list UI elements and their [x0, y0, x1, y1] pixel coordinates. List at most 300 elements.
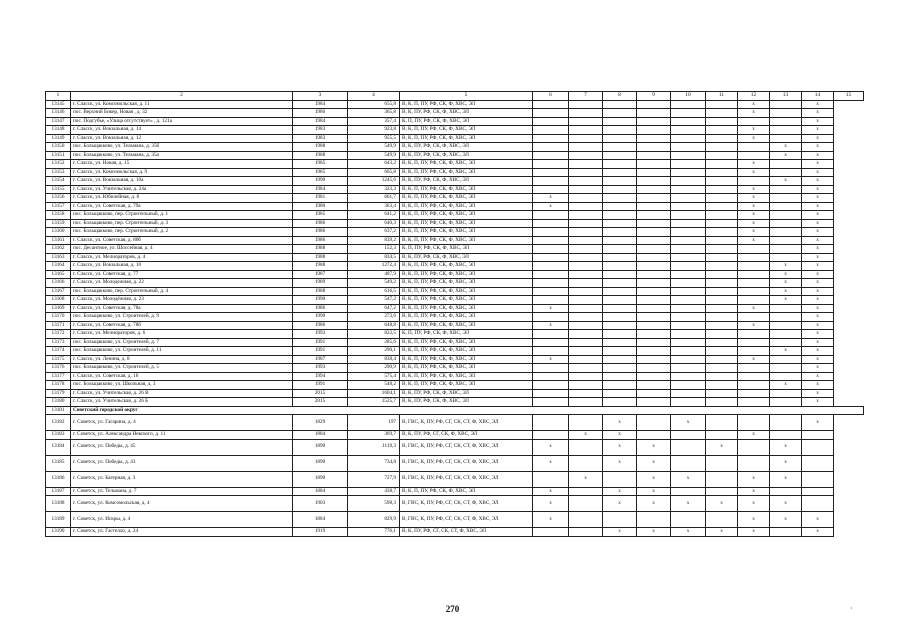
- mark-cell: [533, 228, 569, 237]
- column-header: 3: [293, 92, 348, 101]
- column-header: 6: [533, 92, 569, 101]
- mark-cell: x: [738, 185, 770, 194]
- mark-cell: x: [738, 168, 770, 177]
- address-cell: г. Советск, ул. Искры, д. 4: [71, 512, 293, 528]
- year-cell: 1988: [293, 245, 348, 254]
- area-cell: 955,5: [348, 134, 400, 143]
- mark-cell: [569, 262, 603, 271]
- mark-cell: [637, 185, 671, 194]
- mark-cell: [738, 262, 770, 271]
- mark-cell: [637, 177, 671, 186]
- mark-cell: x: [738, 134, 770, 143]
- address-cell: г. Сласск, ул. Советская, д. 79а: [71, 202, 293, 211]
- area-cell: 1272,4: [348, 262, 400, 271]
- address-cell: г. Сласск, ул. Вокзальная, д. 12: [71, 134, 293, 143]
- column-header: 8: [603, 92, 637, 101]
- mark-cell: [533, 100, 569, 109]
- utilities-cell: В, ГВС, К, ПУ, РФ, СГ, СК, СТ, Ф, ХВС, ЭЛ: [400, 512, 533, 528]
- column-header: 13: [770, 92, 802, 101]
- mark-cell: [603, 117, 637, 126]
- mark-cell: [770, 219, 802, 228]
- mark-cell: [569, 487, 603, 496]
- mark-cell: [637, 398, 671, 407]
- mark-cell: [770, 134, 802, 143]
- mark-cell: [533, 347, 569, 356]
- mark-cell: [569, 126, 603, 135]
- page-number: 270: [445, 604, 460, 614]
- mark-cell: [533, 313, 569, 322]
- mark-cell: [569, 253, 603, 262]
- address-cell: г. Сласск, ул. Новая, д. 15: [71, 160, 293, 169]
- mark-cell: [770, 304, 802, 313]
- year-cell: 1988: [293, 262, 348, 271]
- mark-cell: [637, 381, 671, 390]
- area-cell: 637,2: [348, 228, 400, 237]
- mark-cell: [533, 126, 569, 135]
- mark-cell: [533, 109, 569, 118]
- area-cell: 1119,3: [348, 439, 400, 455]
- mark-cell: [603, 287, 637, 296]
- table-row: [46, 160, 864, 169]
- mark-cell: [671, 381, 706, 390]
- mark-cell: x: [802, 330, 834, 339]
- record-id: 13161: [46, 236, 71, 245]
- mark-cell: [738, 347, 770, 356]
- mark-cell: x: [603, 439, 637, 455]
- mark-cell: [637, 262, 671, 271]
- mark-cell: x: [533, 194, 569, 203]
- mark-cell: [671, 296, 706, 305]
- area-cell: 923,8: [348, 126, 400, 135]
- mark-cell: [671, 185, 706, 194]
- record-id: 13160: [46, 228, 71, 237]
- mark-cell: [770, 253, 802, 262]
- mark-cell: x: [706, 439, 738, 455]
- utilities-cell: В, К, П, ПУ, РФ, СК, Ф, ХВС, ЭЛ: [400, 304, 533, 313]
- table-row: [46, 381, 864, 390]
- mark-cell: [569, 455, 603, 471]
- table-row: [46, 372, 864, 381]
- year-cell: 1993: [293, 330, 348, 339]
- mark-cell: [603, 194, 637, 203]
- table-row: [46, 296, 864, 305]
- mark-cell: x: [738, 219, 770, 228]
- mark-cell: [802, 439, 834, 455]
- mark-cell: [671, 228, 706, 237]
- mark-cell: [706, 287, 738, 296]
- table-row: [46, 355, 864, 364]
- mark-cell: [569, 134, 603, 143]
- mark-cell: [671, 219, 706, 228]
- mark-cell: [533, 471, 569, 487]
- mark-cell: x: [802, 287, 834, 296]
- utilities-cell: В, К, П, ПУ, РФ, СК, Ф, ХВС, ЭЛ: [400, 126, 533, 135]
- mark-cell: x: [802, 100, 834, 109]
- year-cell: 1890: [293, 471, 348, 487]
- mark-cell: x: [770, 262, 802, 271]
- mark-cell: [603, 109, 637, 118]
- year-cell: 1989: [293, 279, 348, 288]
- mark-cell: [603, 389, 637, 398]
- area-cell: 407,9: [348, 270, 400, 279]
- mark-cell: [706, 134, 738, 143]
- area-cell: 661,7: [348, 194, 400, 203]
- mark-cell: [603, 160, 637, 169]
- address-cell: г. Сласск, ул. Комсомольская, д. 9: [71, 168, 293, 177]
- address-cell: г. Советск, ул. Александра Невского, д. 11: [71, 431, 293, 440]
- area-cell: 290,9: [348, 364, 400, 373]
- utilities-cell: В, К, ПУ, РФ, СК, Ф, ХВС, ЭЛ: [400, 109, 533, 118]
- mark-cell: [706, 372, 738, 381]
- utilities-cell: В, К, ПУ, РФ, СК, Ф, ХВС, ЭЛ: [400, 177, 533, 186]
- mark-cell: x: [802, 219, 834, 228]
- mark-cell: [706, 304, 738, 313]
- utilities-cell: В, К, ПУ, РФ, СК, Ф, ХВС, ЭЛ: [400, 398, 533, 407]
- record-id: 13185: [46, 455, 71, 471]
- mark-cell: [802, 455, 834, 471]
- mark-cell: [706, 100, 738, 109]
- table-row: [46, 321, 864, 330]
- mark-cell: [637, 304, 671, 313]
- table-row: [46, 415, 864, 431]
- area-cell: 641,2: [348, 211, 400, 220]
- record-id: 13169: [46, 304, 71, 313]
- mark-cell: [770, 168, 802, 177]
- mark-cell: [569, 236, 603, 245]
- record-id: 13189: [46, 512, 71, 528]
- address-cell: пос. Больщакково, ул. Строителей, д. 5: [71, 364, 293, 373]
- mark-cell: x: [802, 313, 834, 322]
- utilities-cell: В, К, П, ПУ, РФ, СК, Ф, ХВС, ЭЛ: [400, 219, 533, 228]
- mark-cell: x: [802, 143, 834, 152]
- address-cell: пос. Больщакково, ул. Строителей, д. 9: [71, 313, 293, 322]
- area-cell: 549,9: [348, 151, 400, 160]
- mark-cell: [671, 398, 706, 407]
- mark-cell: x: [770, 381, 802, 390]
- table-row: [46, 338, 864, 347]
- mark-cell: [671, 134, 706, 143]
- year-cell: 1994: [293, 372, 348, 381]
- mark-cell: x: [738, 211, 770, 220]
- utilities-cell: В, К, П, ПУ, РФ, СК, Ф, ХВС, ЭЛ: [400, 185, 533, 194]
- mark-cell: [671, 168, 706, 177]
- year-cell: 1829: [293, 415, 348, 431]
- mark-cell: [637, 279, 671, 288]
- mark-cell: x: [738, 512, 770, 528]
- utilities-cell: В, К, П, ПУ, РФ, СК, Ф, ХВС, ЭЛ: [400, 168, 533, 177]
- mark-cell: [770, 330, 802, 339]
- mark-cell: [533, 134, 569, 143]
- utilities-cell: В, К, П, ПУ, РФ, СК, Ф, ХВС, ЭЛ: [400, 211, 533, 220]
- mark-cell: [671, 262, 706, 271]
- utilities-cell: В, К, П, ПУ, РФ, СК, Ф, ХВС, ЭЛ: [400, 355, 533, 364]
- address-cell: г. Сласск, ул. Комсомольская, д. 11: [71, 100, 293, 109]
- mark-cell: [569, 245, 603, 254]
- mark-cell: x: [637, 439, 671, 455]
- address-cell: г. Советск, ул. Гастелло, д. 24: [71, 528, 293, 537]
- mark-cell: [637, 253, 671, 262]
- mark-cell: x: [802, 321, 834, 330]
- table-row: [46, 100, 864, 109]
- address-cell: пос. Больщакково, ул. Строителей, д. 11: [71, 347, 293, 356]
- year-cell: 1984: [293, 185, 348, 194]
- mark-cell: x: [637, 496, 671, 512]
- mark-cell: x: [802, 134, 834, 143]
- mark-cell: [637, 372, 671, 381]
- mark-cell: x: [802, 228, 834, 237]
- utilities-cell: В, К, П, ПУ, РФ, СК, Ф, ХВС, ЭЛ: [400, 236, 533, 245]
- mark-cell: [770, 431, 802, 440]
- mark-cell: [706, 381, 738, 390]
- mark-cell: [603, 202, 637, 211]
- address-cell: пос. Больщакково, ул. Школьная, д. 3: [71, 381, 293, 390]
- mark-cell: [706, 338, 738, 347]
- year-cell: 1986: [293, 228, 348, 237]
- mark-cell: x: [706, 528, 738, 537]
- mark-cell: x: [738, 321, 770, 330]
- area-cell: 655,8: [348, 100, 400, 109]
- mark-cell: x: [802, 160, 834, 169]
- mark-cell: [770, 338, 802, 347]
- mark-cell: [603, 168, 637, 177]
- mark-cell: [671, 143, 706, 152]
- table-row: [46, 151, 864, 160]
- address-cell: г. Сласск, ул. Советская, д. 80б: [71, 236, 293, 245]
- mark-cell: [706, 151, 738, 160]
- registry-table-sheet: [45, 91, 853, 537]
- mark-cell: [569, 338, 603, 347]
- address-cell: пос. Больщакково, ул. Тельмана, д. 35б: [71, 143, 293, 152]
- mark-cell: [671, 211, 706, 220]
- record-id: 13149: [46, 134, 71, 143]
- mark-cell: [569, 270, 603, 279]
- mark-cell: [770, 160, 802, 169]
- utilities-cell: В, К, П, ПУ, РФ, СК, Ф, ХВС, ЭЛ: [400, 134, 533, 143]
- mark-cell: [706, 109, 738, 118]
- mark-cell: [706, 245, 738, 254]
- mark-cell: [569, 389, 603, 398]
- year-cell: 1991: [293, 347, 348, 356]
- area-cell: 727,9: [348, 471, 400, 487]
- section-id: 13181: [46, 406, 71, 415]
- area-cell: 323,3: [348, 185, 400, 194]
- mark-cell: [603, 471, 637, 487]
- table-body: [46, 92, 864, 537]
- address-cell: г. Сласск, ул. Учительская, д. 26 Б: [71, 398, 293, 407]
- mark-cell: [603, 134, 637, 143]
- table-row: [46, 134, 864, 143]
- address-cell: пос. Верхний Бикер, Новая , д. 32: [71, 109, 293, 118]
- mark-cell: x: [603, 487, 637, 496]
- mark-cell: [533, 338, 569, 347]
- record-id: 13156: [46, 194, 71, 203]
- mark-cell: [706, 279, 738, 288]
- mark-cell: [569, 143, 603, 152]
- utilities-cell: В, К, П, ПУ, РФ, СК, Ф, ХВС, ЭЛ: [400, 160, 533, 169]
- address-cell: пос. Подгубье, «Улица отсутствует» , д. 121а: [71, 117, 293, 126]
- mark-cell: [569, 151, 603, 160]
- record-id: 13153: [46, 168, 71, 177]
- mark-cell: [569, 194, 603, 203]
- mark-cell: [671, 455, 706, 471]
- table-row: [46, 202, 864, 211]
- mark-cell: [706, 364, 738, 373]
- mark-cell: [671, 202, 706, 211]
- year-cell: 1987: [293, 355, 348, 364]
- mark-cell: x: [603, 528, 637, 537]
- mark-cell: [637, 202, 671, 211]
- column-header: 1: [46, 92, 71, 101]
- area-cell: 285,6: [348, 338, 400, 347]
- mark-cell: [706, 219, 738, 228]
- mark-cell: [569, 313, 603, 322]
- record-id: 13177: [46, 372, 71, 381]
- table-row: [46, 194, 864, 203]
- mark-cell: x: [671, 496, 706, 512]
- address-cell: г. Сласск, ул. Мелиораторов, д. 6: [71, 330, 293, 339]
- mark-cell: [770, 211, 802, 220]
- mark-cell: x: [802, 151, 834, 160]
- mark-cell: [671, 151, 706, 160]
- mark-cell: [603, 143, 637, 152]
- mark-cell: [706, 389, 738, 398]
- year-cell: 1986: [293, 219, 348, 228]
- mark-cell: x: [637, 528, 671, 537]
- year-cell: 1991: [293, 381, 348, 390]
- mark-cell: x: [533, 496, 569, 512]
- record-id: 13168: [46, 296, 71, 305]
- column-header: 15: [834, 92, 864, 101]
- mark-cell: [671, 253, 706, 262]
- mark-cell: [637, 330, 671, 339]
- column-header: 2: [71, 92, 293, 101]
- address-cell: пос. Больщакково, пер. Строительный, д. 1: [71, 211, 293, 220]
- utilities-cell: В, К, ПУ, РФ, СК, Ф, ХВС, ЭЛ: [400, 389, 533, 398]
- mark-cell: x: [770, 279, 802, 288]
- mark-cell: [706, 236, 738, 245]
- record-id: 13167: [46, 287, 71, 296]
- address-cell: г. Советск, ул. Гагарина, д. 4: [71, 415, 293, 431]
- area-cell: 549,2: [348, 279, 400, 288]
- mark-cell: [603, 270, 637, 279]
- mark-cell: [603, 262, 637, 271]
- mark-cell: x: [738, 304, 770, 313]
- mark-cell: x: [770, 496, 802, 512]
- mark-cell: [569, 321, 603, 330]
- mark-cell: x: [738, 202, 770, 211]
- utilities-cell: В, К, П, ПУ, РФ, СК, Ф, ХВС, ЭЛ: [400, 296, 533, 305]
- mark-cell: x: [738, 126, 770, 135]
- mark-cell: [706, 253, 738, 262]
- mark-cell: [770, 245, 802, 254]
- record-id: 13150: [46, 143, 71, 152]
- table-row: [46, 262, 864, 271]
- mark-cell: [637, 287, 671, 296]
- table-row: [46, 455, 864, 471]
- mark-cell: [671, 439, 706, 455]
- utilities-cell: В, ГВС, К, ПУ, РФ, СГ, СК, СТ, Ф, ХВС, ЭЛ: [400, 415, 533, 431]
- mark-cell: [533, 177, 569, 186]
- address-cell: пос. Больщакково, пер. Строительный, д. 2: [71, 228, 293, 237]
- mark-cell: [671, 389, 706, 398]
- mark-cell: x: [671, 415, 706, 431]
- table-row: [46, 496, 864, 512]
- mark-cell: [706, 228, 738, 237]
- record-id: 13180: [46, 398, 71, 407]
- year-cell: 2015: [293, 398, 348, 407]
- mark-cell: x: [637, 471, 671, 487]
- record-id: 13175: [46, 355, 71, 364]
- record-id: 13171: [46, 321, 71, 330]
- area-cell: 616,5: [348, 287, 400, 296]
- area-cell: 822,5: [348, 330, 400, 339]
- address-cell: г. Сласск, ул. Учительская, д. 24а: [71, 185, 293, 194]
- address-cell: г. Сласск, ул. Мелиораторов, д. 4: [71, 253, 293, 262]
- record-id: 13170: [46, 313, 71, 322]
- mark-cell: [770, 372, 802, 381]
- mark-cell: [533, 185, 569, 194]
- mark-cell: [637, 211, 671, 220]
- mark-cell: [533, 296, 569, 305]
- mark-cell: [603, 151, 637, 160]
- mark-cell: [637, 389, 671, 398]
- record-id: 13152: [46, 160, 71, 169]
- mark-cell: [637, 168, 671, 177]
- mark-cell: [569, 185, 603, 194]
- mark-cell: [603, 372, 637, 381]
- mark-cell: x: [802, 372, 834, 381]
- table-row: [46, 364, 864, 373]
- year-cell: 1985: [293, 168, 348, 177]
- mark-cell: [671, 355, 706, 364]
- record-id: 13166: [46, 279, 71, 288]
- mark-cell: [603, 355, 637, 364]
- year-cell: 1884: [293, 487, 348, 496]
- mark-cell: [706, 471, 738, 487]
- mark-cell: x: [603, 415, 637, 431]
- area-cell: 829,9: [348, 512, 400, 528]
- table-row: [46, 528, 864, 537]
- record-id: 13188: [46, 496, 71, 512]
- year-cell: 1988: [293, 143, 348, 152]
- mark-cell: [603, 338, 637, 347]
- area-cell: 549,9: [348, 143, 400, 152]
- utilities-cell: В, К, П, ПУ, РФ, СК, Ф, ХВС, ЭЛ: [400, 364, 533, 373]
- mark-cell: [706, 347, 738, 356]
- record-id: 13154: [46, 177, 71, 186]
- mark-cell: x: [770, 512, 802, 528]
- utilities-cell: В, К, П, ПУ, РФ, СК, Ф, ХВС, ЭЛ: [400, 262, 533, 271]
- mark-cell: x: [738, 471, 770, 487]
- utilities-cell: В, ГВС, К, ПУ, РФ, СГ, СК, СТ, Ф, ХВС, ЭЛ: [400, 471, 533, 487]
- mark-cell: x: [802, 398, 834, 407]
- mark-cell: [637, 415, 671, 431]
- mark-cell: [770, 528, 802, 537]
- mark-cell: [569, 211, 603, 220]
- mark-cell: x: [738, 528, 770, 537]
- mark-cell: [770, 364, 802, 373]
- mark-cell: x: [569, 471, 603, 487]
- year-cell: 2015: [293, 389, 348, 398]
- area-cell: 834,5: [348, 253, 400, 262]
- mark-cell: [533, 431, 569, 440]
- mark-cell: [533, 287, 569, 296]
- mark-cell: x: [802, 347, 834, 356]
- mark-cell: [770, 321, 802, 330]
- year-cell: 1986: [293, 321, 348, 330]
- mark-cell: [738, 245, 770, 254]
- area-cell: 290,1: [348, 347, 400, 356]
